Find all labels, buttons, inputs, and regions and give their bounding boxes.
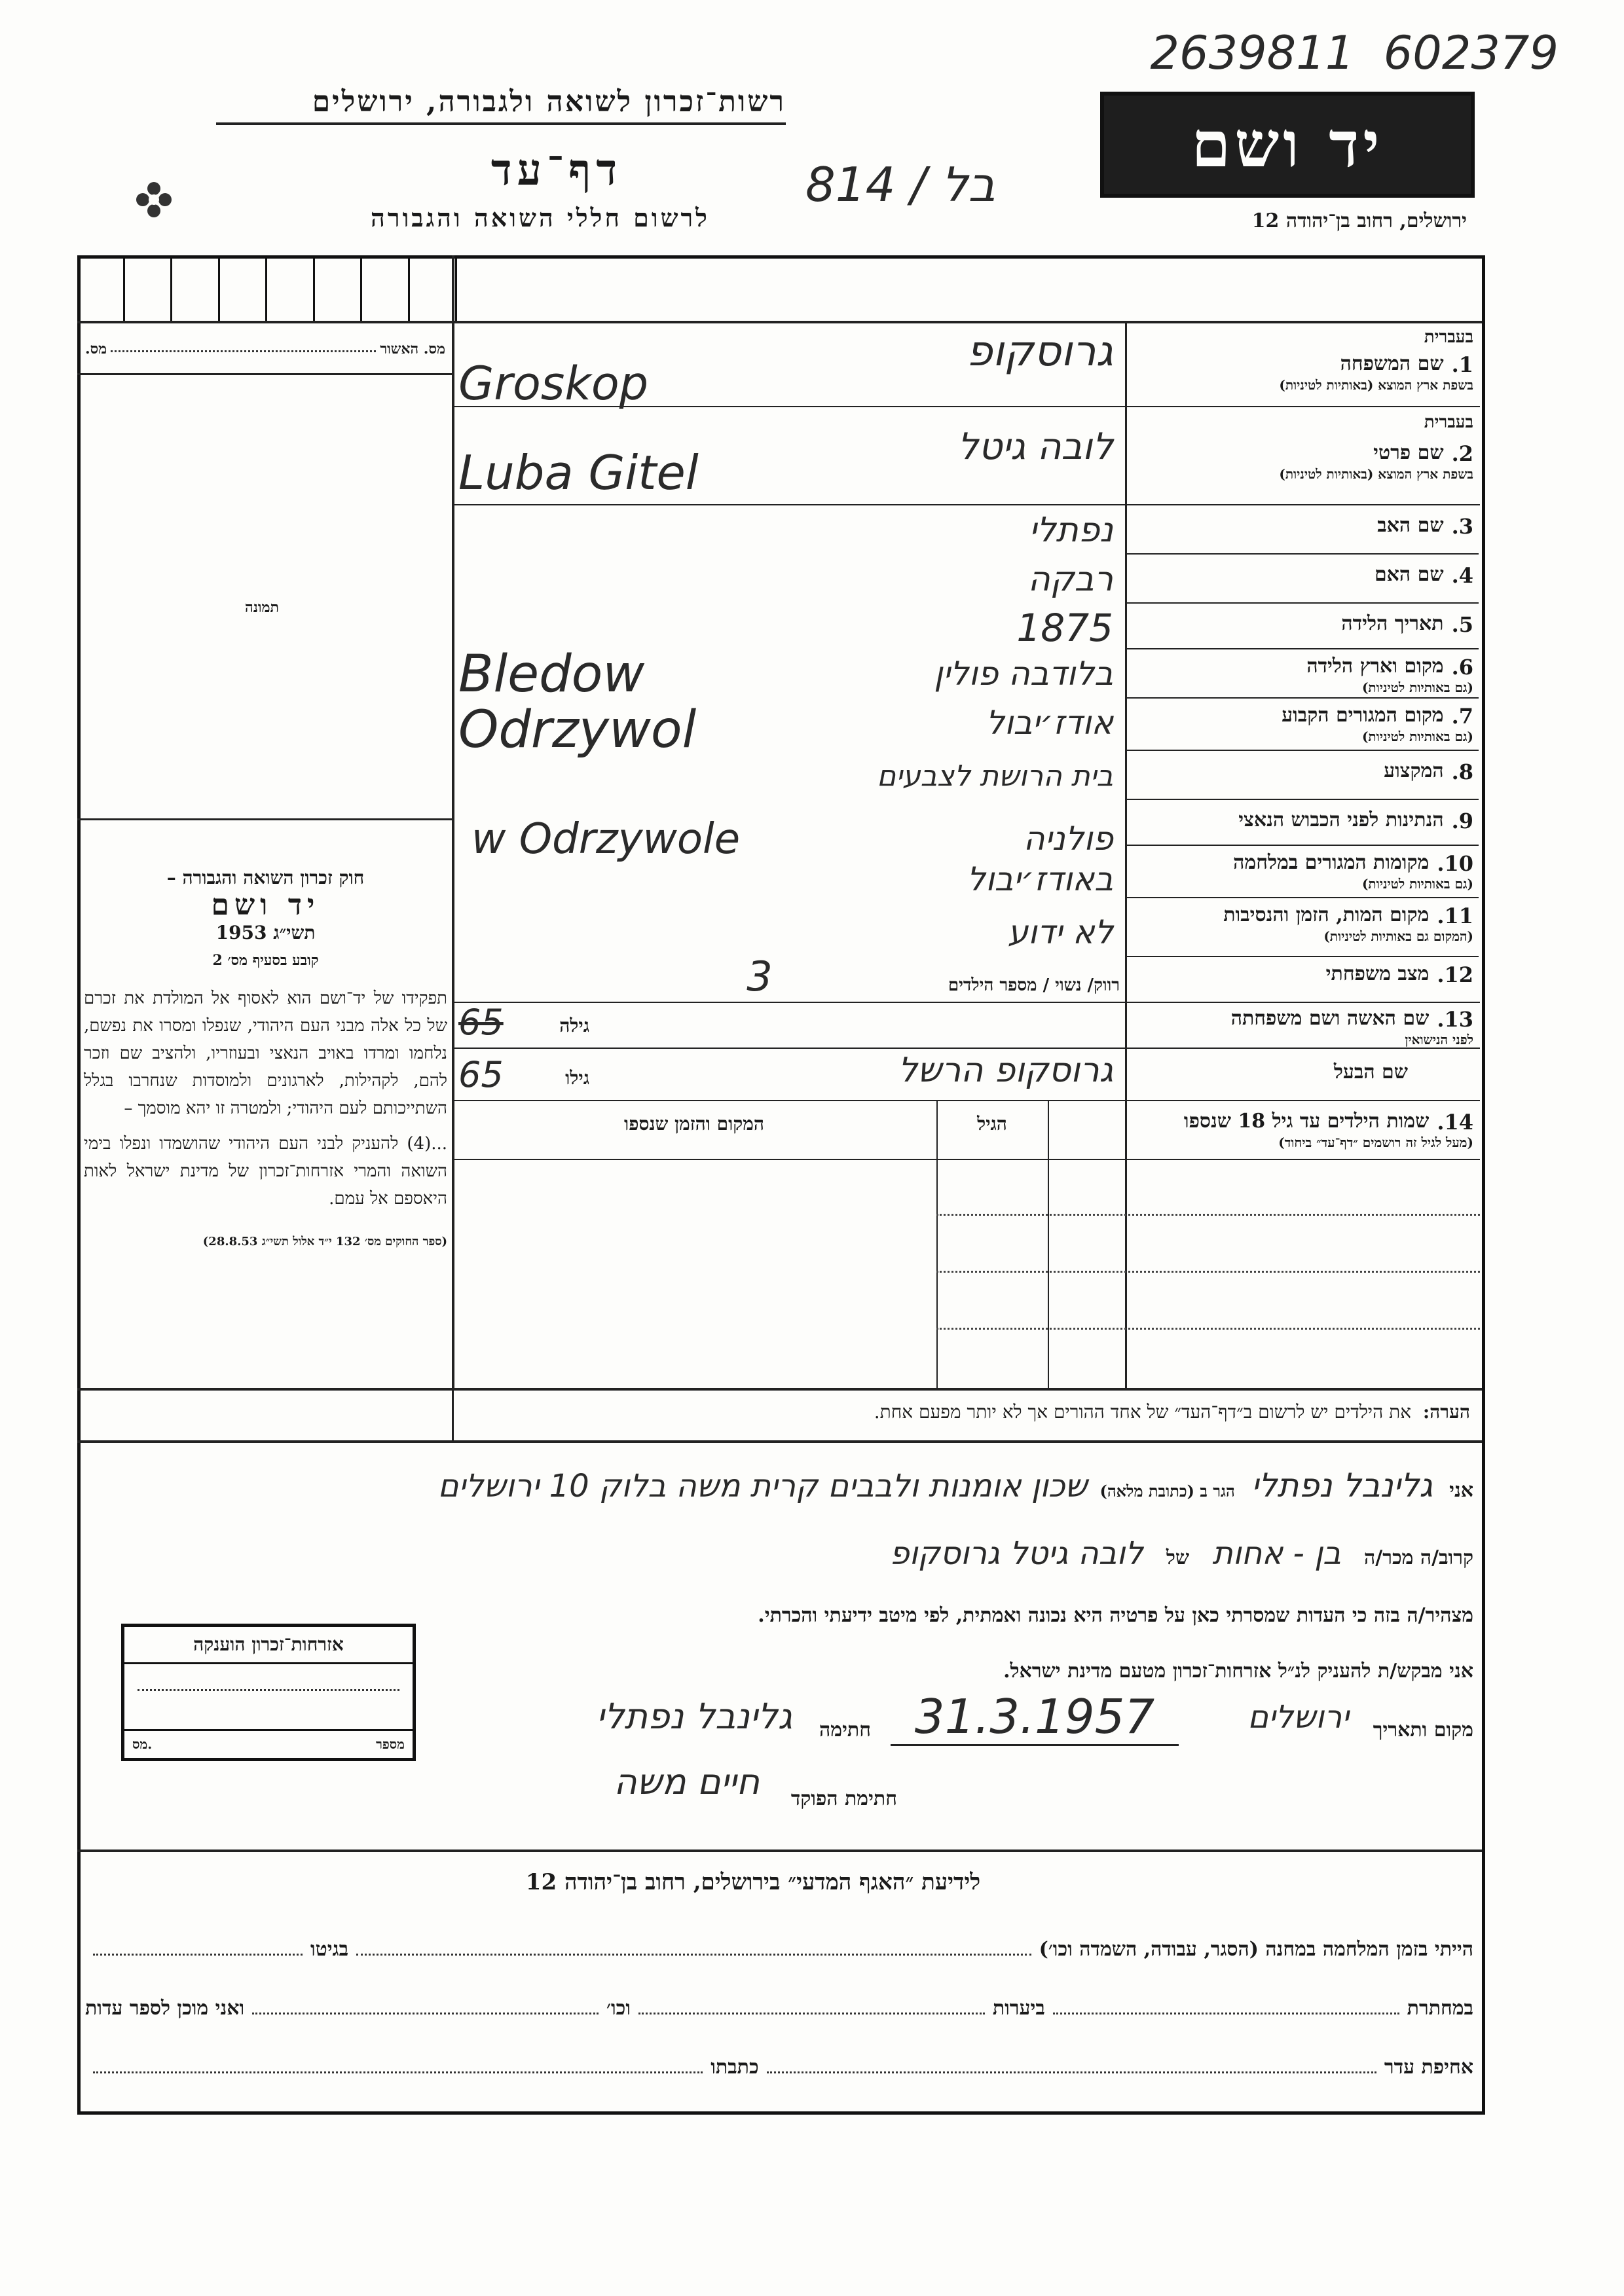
birth-place-value: בלודבה פולין <box>934 655 1113 693</box>
wartime-residence-value: פולניה באודז׳יבול <box>967 820 1113 898</box>
id-number-row: מס. האשור מס. <box>85 340 445 357</box>
first-name-hebrew: לובה גיטל <box>957 426 1113 468</box>
field-death-place: 11. מקום המות, הזמן והנסיבות (המקום גם באותיות לטיניות) <box>1223 903 1473 944</box>
ornament-icon <box>131 177 177 223</box>
field-husband-name: שם הבעל <box>1333 1061 1408 1084</box>
husband-name-value: גרוסקופ הרשל <box>898 1051 1113 1090</box>
family-name-hebrew: גרוסקופ <box>966 327 1113 376</box>
field-family-name: בעברית 1. שם המשפחה בשפת ארץ המוצא (באותיות לטיניות) <box>1279 327 1473 393</box>
signature-label: חתימה <box>819 1719 871 1741</box>
husband-age-label: גילו <box>565 1067 589 1089</box>
note: הערה: את הילדים יש לרשום ב״דף־העד״ של אחד ההורים אך לא יותר מפעם אחת. <box>874 1401 1470 1423</box>
mother-name-value: רבקה <box>1027 560 1113 599</box>
photo-placeholder: תמונה <box>245 599 279 616</box>
officer-signature: חיים משה <box>614 1761 760 1802</box>
father-name-value: נפתלי <box>1029 511 1113 550</box>
footer-row-3: אחיפת עדר כתבתו <box>85 2056 1473 2079</box>
residence-value: אודז׳יבול <box>986 704 1113 742</box>
form-title: דף־עד <box>490 144 623 195</box>
memorial-citizenship-box: אזרחות־זכרון הוענקה מס. מספר <box>121 1624 416 1761</box>
field-children: 14. שמות הילדים עד גיל 18 שנספו (מעל לגיל זה רושמים ״דף־עד״ ביחוד) <box>1183 1110 1473 1150</box>
field-occupation: 8. המקצוע <box>1384 759 1473 784</box>
field-mother-name: 4. שם האם <box>1374 563 1473 588</box>
children-col-place: המקום והזמן שנספו <box>624 1113 764 1135</box>
field-father-name: 3. שם האב <box>1377 514 1473 539</box>
code-boxes <box>77 255 457 323</box>
birth-place-latin: Bledow <box>458 645 645 704</box>
occupation-value: בית הרושת לצבעים <box>877 759 1113 793</box>
field-birth-date: 5. תאריך הלידה <box>1341 612 1473 637</box>
residence-latin: Odrzywol <box>458 701 697 759</box>
children-table-rows <box>936 1159 1480 1388</box>
place-value: ירושלים <box>1247 1699 1349 1736</box>
handwritten-ref: 814 / בל <box>805 157 996 212</box>
husband-age-value: 65 <box>458 1054 504 1095</box>
form-subtitle: לרשום חללי השואה והגבורה <box>371 203 710 232</box>
wife-age-label: גילה <box>559 1015 589 1036</box>
wife-age-value: 65 <box>458 1002 504 1043</box>
declaration-line-1: אני גלינבל נפתלי הגר ב (כתובת מלאה) שכון אומנות ולבבים קרית משה בלוק 10 ירושלים <box>437 1467 1473 1504</box>
field-birth-place: 6. מקום וארץ הלידה (גם באותיות לטיניות) <box>1306 655 1473 695</box>
children-col-age: הגיל <box>977 1113 1007 1135</box>
declaration-statement: מצהיר/ה בזה כי העדות שמסרתי כאן על פרטיה היא נכונה ואמתית, לפי מיטב ידיעתי והכרתי. <box>758 1604 1473 1627</box>
birth-date-value: 1875 <box>1016 606 1113 650</box>
footer-row-1: הייתי בזמן המלחמה במחנה (הסגר, עבודה, השמדה וכו׳) בגיטו <box>85 1938 1473 1961</box>
address: ירושלים, רחוב בן־יהודה 12 <box>1251 210 1467 232</box>
first-name-latin: Luba Gitel <box>458 445 699 500</box>
children-count-value: 3 <box>747 953 773 1000</box>
footer-row-2: במחתרת ביערות וכו׳ ואני מוכן לספר עדות <box>85 1997 1473 2020</box>
officer-label: חתימת הפוקד <box>790 1787 897 1810</box>
field-marital-status: 12. מצב משפחתי <box>1325 962 1473 987</box>
signature-value: גלינבל נפתלי <box>596 1696 792 1737</box>
marital-status-hint: רווק/ נשוי / מספר הילדים <box>948 975 1120 995</box>
declaration-line-2: קרוב/ה מכר/ה בן - אחות של לובה גיטל גרוסקופ <box>889 1535 1473 1572</box>
wartime-residence-latin: w Odrzywole <box>471 815 741 864</box>
yad-vashem-logo: יד ושם <box>1100 92 1475 198</box>
file-numbers: 2639811 602379 <box>1150 26 1559 80</box>
place-date-label: מקום ותאריך <box>1373 1719 1473 1741</box>
footer-header: לידיעת ״האגף המדעי״ בירושלים, רחוב בן־יהודה 12 <box>525 1869 981 1895</box>
declaration-request: אני מבקש/ת להעניק לנ״ל אזרחות־זכרון מטעם מדינת ישראל. <box>1003 1660 1473 1683</box>
field-wife-name: 13. שם האשה ושם משפחתה לפני הנישואין <box>1230 1007 1473 1048</box>
field-wartime-residence: 10. מקומות המגורים במלחמה (גם באותיות לטיניות) <box>1233 851 1473 892</box>
field-citizenship: 9. הנתינות לפני הכבוש הנאצי <box>1238 809 1473 833</box>
family-name-latin: Groskop <box>458 357 649 410</box>
date-value: 31.3.1957 <box>891 1689 1179 1746</box>
field-permanent-residence: 7. מקום המגורים הקבוע (גם באותיות לטיניות) <box>1282 704 1473 744</box>
authority-title: רשות־זכרון לשואה ולגבורה, ירושלים <box>216 85 786 125</box>
death-place-value: לא ידוע <box>1007 913 1113 951</box>
law-excerpt: חוק זכרון השואה והגבורה – יד ושם תשי״ג 1953 קובע בסעיף מס׳ 2 תפקידו של יד־ושם הוא לאסוף אל המולדת את זכרם של כל אלה מבני העם היהודי, שנפלו ומסרו את נפשם, נלחמו ומרדו באויב הנאצי ובעוזריו, ולהציב שם וזכר להם, לקהילות, לארגונים ולמוסדות שנחרבו בגלל השתייכותם לעם היהודי; ולמטרה זו יהא מוסמך – ...(4) להעניק לבני העם היהודי שהושמדו ונפלו בימי השואה והמרי אזרחות־זכרון של מדינת ישראל לאות היאספם אל עמם. (ספר החוקים מס׳ 132 י״ד אלול תשי״ג 28.8.53) <box>84 867 447 1248</box>
field-first-name: בעברית 2. שם פרטי בשפת ארץ המוצא (באותיות לטיניות) <box>1279 412 1473 482</box>
